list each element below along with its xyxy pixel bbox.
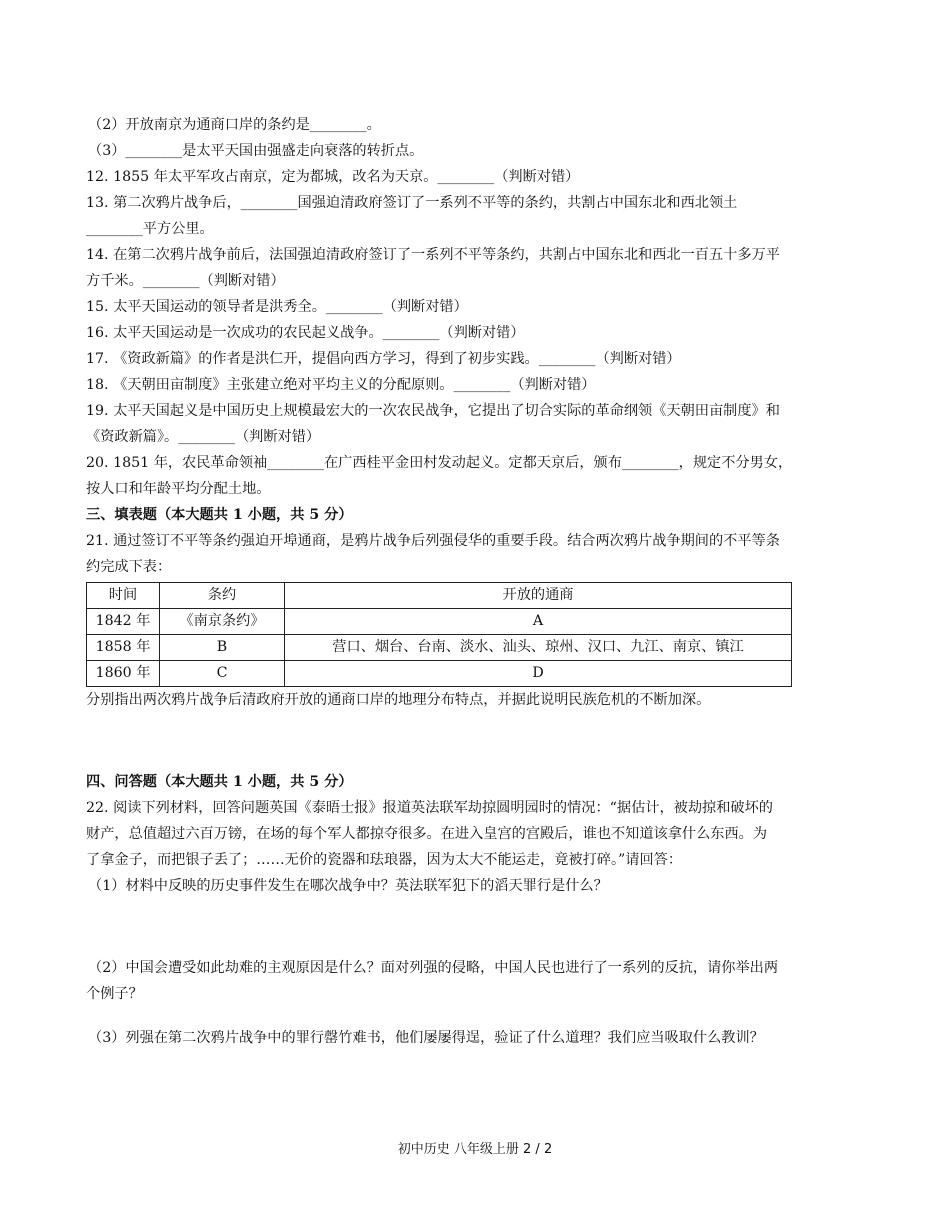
table-row [87, 609, 792, 635]
question-13-line1: 13. 第二次鸦片战争后，________国强迫清政府签订了一系列不平等的条约，共割占中国东北和西北领土 [86, 195, 738, 211]
table-cell: 营口、烟台、台南、淡水、汕头、琼州、汉口、九江、南京、镇江 [285, 635, 792, 661]
table-cell: C [160, 661, 285, 687]
table-cell: 《南京条约》 [160, 609, 285, 635]
answer-space [86, 713, 870, 769]
table-cell: A [285, 609, 792, 635]
question-14-line1: 14. 在第二次鸦片战争前后，法国强迫清政府签订了一系列不平等条约，共割占中国东北和西北一百五十多万平 [86, 247, 780, 263]
question-22-line1: 22. 阅读下列材料，回答问题英国《泰晤士报》报道英法联军劫掠圆明园时的情况：“据估计，被劫掠和破坏的 [86, 800, 773, 816]
table-cell: B [160, 635, 285, 661]
question-22-3: （3）列强在第二次鸦片战争中的罪行罄竹难书，他们屡屡得逞，验证了什么道理？我们应当吸取什么教训？ [88, 1030, 764, 1046]
question-15: 15. 太平天国运动的领导者是洪秀全。________（判断对错） [86, 299, 468, 315]
answer-space [86, 1007, 870, 1025]
question-16: 16. 太平天国运动是一次成功的农民起义战争。________（判断对错） [86, 325, 525, 341]
question-19-line2: 《资政新篇》。________（判断对错） [86, 429, 321, 445]
question-18: 18. 《天朝田亩制度》主张建立绝对平均主义的分配原则。________（判断对错） [86, 377, 596, 393]
question-12: 12. 1855 年太平军攻占南京，定为都城，改名为天京。________（判断对错） [86, 169, 580, 185]
question-22-line2: 财产，总值超过六百万镑，在场的每个军人都掠夺很多。在进入皇宫的宫殿后，谁也不知道该拿什么东西。为 [86, 826, 768, 842]
table-cell: 1842 年 [87, 609, 160, 635]
answer-space [86, 899, 870, 955]
table-cell: D [285, 661, 792, 687]
question-21-line2: 约完成下表： [86, 559, 172, 575]
table-header-cell: 开放的通商 [285, 583, 792, 609]
question-20-line2: 按人口和年龄平均分配土地。 [86, 481, 271, 497]
question-14-line2: 方千米。________（判断对错） [86, 273, 285, 289]
question-22-2-line2: 个例子？ [86, 986, 143, 1002]
page-footer: 初中历史 八年级上册 2 / 2 [397, 1142, 553, 1157]
question-22-line3: 了拿金子，而把银子丢了；……无价的瓷器和珐琅器，因为太大不能运走，竟被打碎。”请回答： [86, 852, 683, 868]
table-header-row [87, 583, 792, 609]
question-21-line1: 21. 通过签订不平等条约强迫开埠通商，是鸦片战争后列强侵华的重要手段。结合两次鸦片战争期间的不平等条 [86, 533, 780, 549]
section-3-heading: 三、填表题（本大题共 1 小题，共 5 分） [86, 507, 353, 523]
treaty-table [86, 582, 792, 687]
question-19-line1: 19. 太平天国起义是中国历史上规模最宏大的一次农民战争，它提出了切合实际的革命纲领《天朝田亩制度》和 [86, 403, 780, 419]
question-17: 17. 《资政新篇》的作者是洪仁开，提倡向西方学习，得到了初步实践。________（判断对错） [86, 351, 681, 367]
section-4-heading: 四、问答题（本大题共 1 小题，共 5 分） [86, 774, 353, 790]
table-cell: 1858 年 [87, 635, 160, 661]
question-13-line2: ________平方公里。 [86, 221, 214, 237]
question-11-3: （3）________是太平天国由强盛走向衰落的转折点。 [88, 143, 424, 159]
question-22-2-line1: （2）中国会遭受如此劫难的主观原因是什么？面对列强的侵略，中国人民也进行了一系列的反抗，请你举出两 [88, 960, 779, 976]
table-row [87, 661, 792, 687]
exam-page [86, 112, 870, 1051]
table-cell: 1860 年 [87, 661, 160, 687]
question-22-1: （1）材料中反映的历史事件发生在哪次战争中？英法联军犯下的滔天罪行是什么？ [88, 878, 608, 894]
question-11-2: （2）开放南京为通商口岸的条约是________。 [88, 117, 381, 133]
table-header-cell: 时间 [87, 583, 160, 609]
question-20-line1: 20. 1851 年，农民革命领袖________在广西桂平金田村发动起义。定都天京后，颁布________，规定不分男女， [86, 455, 793, 471]
question-21-prompt: 分别指出两次鸦片战争后清政府开放的通商口岸的地理分布特点，并据此说明民族危机的不断加深。 [86, 692, 711, 708]
table-row [87, 635, 792, 661]
table-header-cell: 条约 [160, 583, 285, 609]
